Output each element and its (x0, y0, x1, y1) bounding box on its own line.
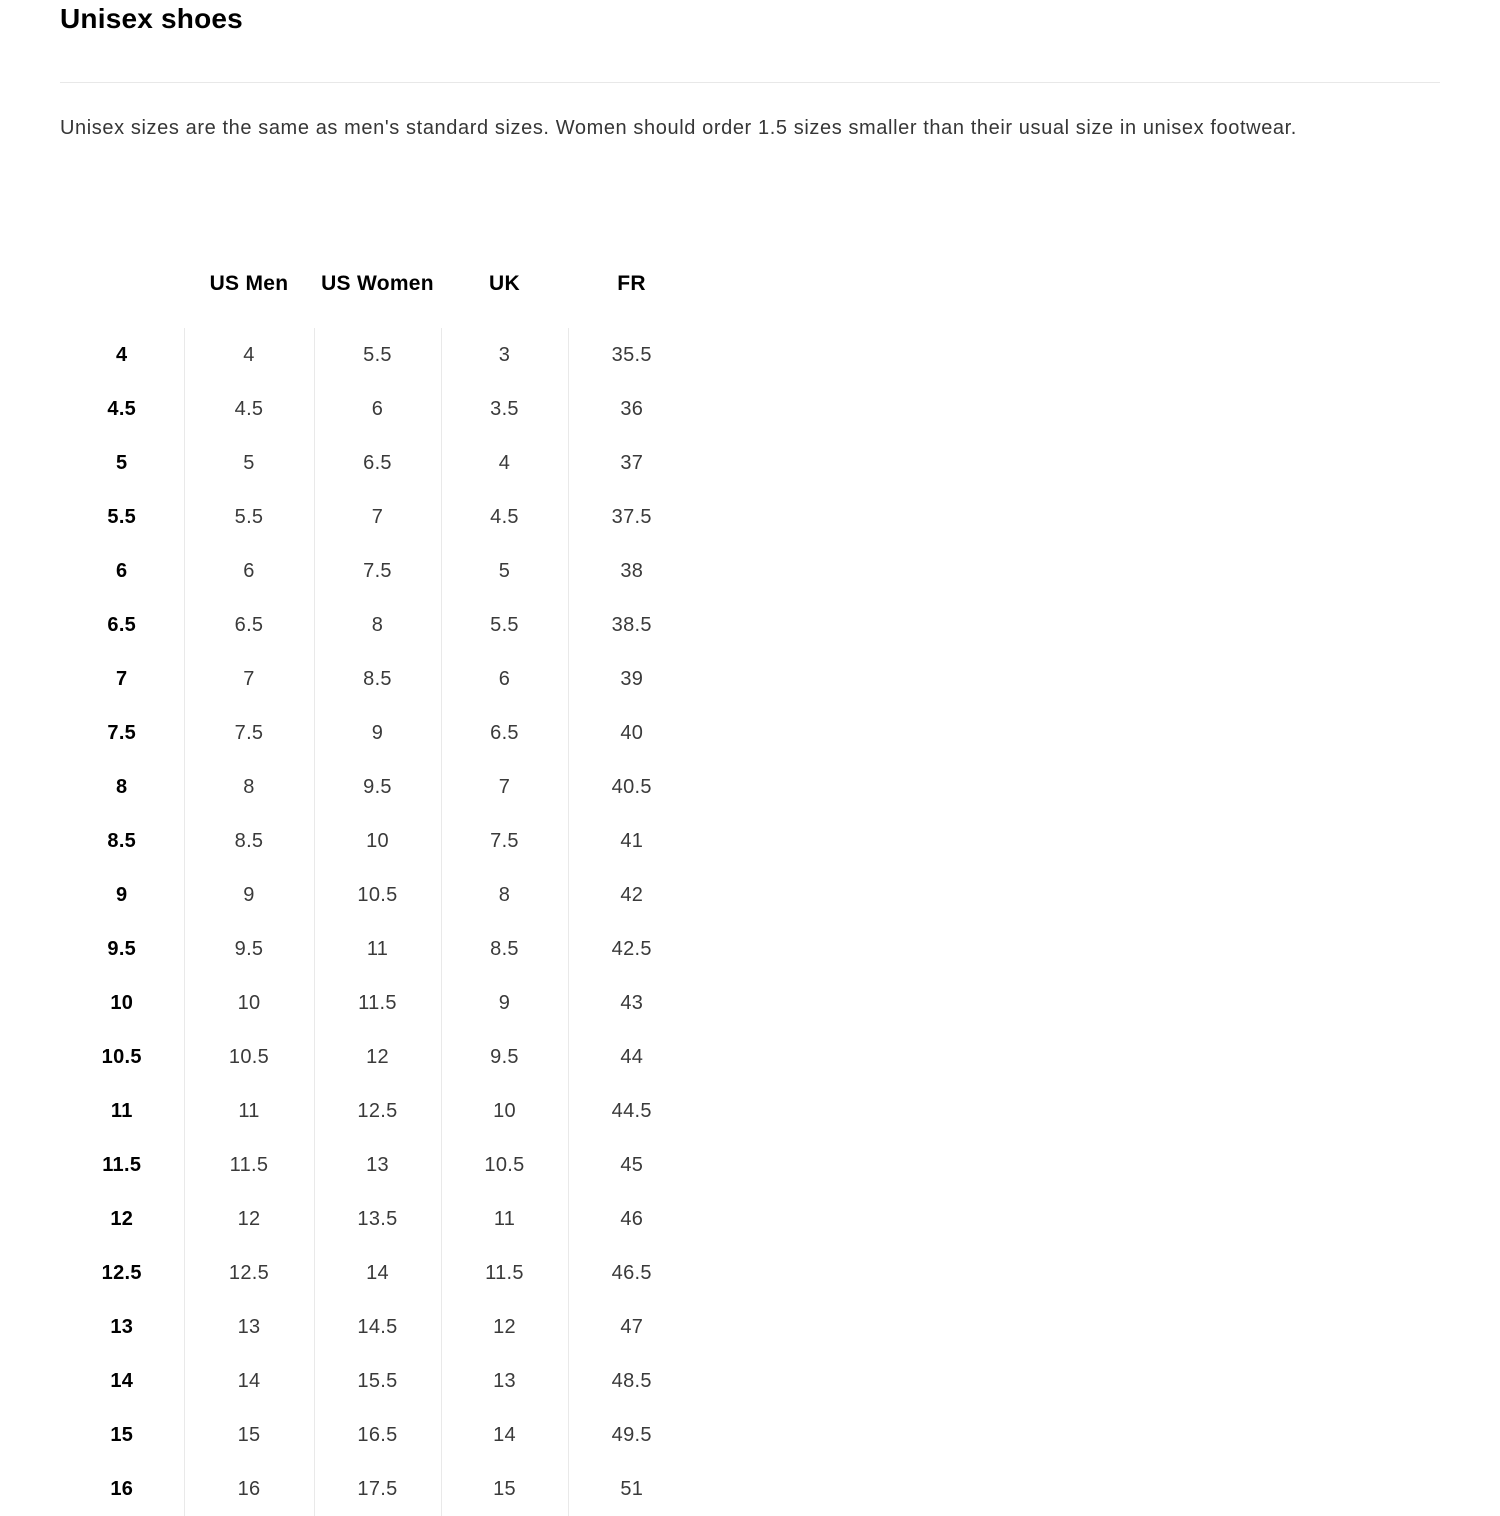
size-cell: 7 (441, 760, 568, 814)
table-row (60, 1138, 695, 1192)
row-size-label: 13 (110, 1315, 134, 1338)
size-cell: 7 (184, 652, 314, 706)
size-cell: 13 (184, 1300, 314, 1354)
size-cell: 11.5 (314, 976, 441, 1030)
size-cell: 13 (314, 1138, 441, 1192)
size-cell: 48.5 (568, 1354, 695, 1408)
size-cell: 10.5 (184, 1030, 314, 1084)
size-cell: 9 (441, 976, 568, 1030)
size-cell: 11.5 (441, 1246, 568, 1300)
row-size-label: 15 (110, 1423, 134, 1446)
size-cell: 6.5 (314, 436, 441, 490)
page-title: Unisex shoes (60, 3, 243, 34)
row-size-label: 12 (110, 1207, 134, 1230)
size-cell: 6 (441, 652, 568, 706)
size-cell: 36 (568, 382, 695, 436)
size-cell: 6 (184, 544, 314, 598)
column-header-fr: FR (617, 272, 646, 295)
size-cell: 9.5 (314, 760, 441, 814)
row-size-label: 16 (110, 1477, 134, 1500)
table-row (60, 976, 695, 1030)
size-cell: 41 (568, 814, 695, 868)
size-cell: 42.5 (568, 922, 695, 976)
size-cell: 51 (568, 1462, 695, 1516)
size-cell: 8 (184, 760, 314, 814)
size-cell: 14 (184, 1354, 314, 1408)
size-cell: 44 (568, 1030, 695, 1084)
size-cell: 15 (184, 1408, 314, 1462)
row-size-label: 7 (116, 667, 128, 690)
size-cell: 40 (568, 706, 695, 760)
size-cell: 10 (314, 814, 441, 868)
size-cell: 11 (314, 922, 441, 976)
row-size-label: 8.5 (107, 829, 137, 852)
size-cell: 13 (441, 1354, 568, 1408)
row-size-label: 7.5 (107, 721, 137, 744)
size-cell: 12 (184, 1192, 314, 1246)
size-cell: 44.5 (568, 1084, 695, 1138)
table-row (60, 1300, 695, 1354)
size-cell: 7.5 (441, 814, 568, 868)
row-size-label: 8 (116, 775, 128, 798)
size-cell: 12 (314, 1030, 441, 1084)
size-cell: 8.5 (184, 814, 314, 868)
table-row (60, 1084, 695, 1138)
table-row (60, 382, 695, 436)
size-cell: 8.5 (314, 652, 441, 706)
size-cell: 7 (314, 490, 441, 544)
table-row (60, 544, 695, 598)
size-cell: 9 (314, 706, 441, 760)
size-cell: 46 (568, 1192, 695, 1246)
size-cell: 7.5 (314, 544, 441, 598)
size-cell: 5 (441, 544, 568, 598)
size-cell: 46.5 (568, 1246, 695, 1300)
size-cell: 5.5 (184, 490, 314, 544)
table-row (60, 868, 695, 922)
row-size-label: 11.5 (102, 1153, 142, 1176)
size-guide-description: Unisex sizes are the same as men's standard sizes. Women should order 1.5 sizes smaller than their usual size in unisex footwear. (60, 117, 1297, 139)
size-cell: 39 (568, 652, 695, 706)
size-cell: 6.5 (441, 706, 568, 760)
corner-header-cell (60, 260, 184, 328)
size-table-body (60, 328, 695, 1516)
size-cell: 45 (568, 1138, 695, 1192)
size-cell: 3 (441, 328, 568, 382)
size-cell: 9 (184, 868, 314, 922)
size-cell: 15 (441, 1462, 568, 1516)
row-size-label: 9 (116, 883, 128, 906)
title-divider (60, 82, 1440, 83)
size-cell: 5.5 (314, 328, 441, 382)
row-size-label: 12.5 (101, 1261, 142, 1284)
size-cell: 8 (441, 868, 568, 922)
size-conversion-table (60, 260, 695, 1516)
size-cell: 10 (184, 976, 314, 1030)
row-size-label: 5 (116, 451, 128, 474)
column-header-uk: UK (489, 272, 520, 295)
size-cell: 49.5 (568, 1408, 695, 1462)
size-cell: 38.5 (568, 598, 695, 652)
table-row (60, 1030, 695, 1084)
size-cell: 11 (184, 1084, 314, 1138)
size-cell: 12.5 (314, 1084, 441, 1138)
table-row (60, 490, 695, 544)
size-cell: 14.5 (314, 1300, 441, 1354)
size-cell: 11 (441, 1192, 568, 1246)
size-cell: 9.5 (184, 922, 314, 976)
table-row (60, 1354, 695, 1408)
table-row (60, 1192, 695, 1246)
size-cell: 17.5 (314, 1462, 441, 1516)
row-size-label: 10.5 (101, 1045, 142, 1068)
column-header-us-women: US Women (321, 272, 434, 295)
size-cell: 14 (314, 1246, 441, 1300)
size-cell: 9.5 (441, 1030, 568, 1084)
row-size-label: 11 (110, 1099, 133, 1122)
table-row (60, 706, 695, 760)
size-cell: 8 (314, 598, 441, 652)
table-row (60, 328, 695, 382)
size-cell: 5 (184, 436, 314, 490)
table-row (60, 760, 695, 814)
size-cell: 43 (568, 976, 695, 1030)
size-cell: 12 (441, 1300, 568, 1354)
size-cell: 4.5 (441, 490, 568, 544)
table-row (60, 922, 695, 976)
size-cell: 3.5 (441, 382, 568, 436)
size-cell: 10 (441, 1084, 568, 1138)
size-cell: 10.5 (314, 868, 441, 922)
size-cell: 40.5 (568, 760, 695, 814)
size-cell: 4.5 (184, 382, 314, 436)
row-size-label: 10 (110, 991, 134, 1014)
table-row (60, 814, 695, 868)
size-cell: 14 (441, 1408, 568, 1462)
size-cell: 42 (568, 868, 695, 922)
table-row (60, 652, 695, 706)
table-row (60, 1462, 695, 1516)
size-cell: 35.5 (568, 328, 695, 382)
table-row (60, 598, 695, 652)
size-cell: 37.5 (568, 490, 695, 544)
size-cell: 11.5 (184, 1138, 314, 1192)
size-cell: 13.5 (314, 1192, 441, 1246)
size-cell: 7.5 (184, 706, 314, 760)
size-cell: 15.5 (314, 1354, 441, 1408)
size-cell: 47 (568, 1300, 695, 1354)
size-cell: 6 (314, 382, 441, 436)
size-cell: 4 (441, 436, 568, 490)
size-cell: 10.5 (441, 1138, 568, 1192)
row-size-label: 4.5 (107, 397, 137, 420)
column-header-us-men: US Men (209, 272, 289, 295)
size-cell: 38 (568, 544, 695, 598)
row-size-label: 14 (110, 1369, 134, 1392)
row-size-label: 4 (116, 343, 128, 366)
table-row (60, 1408, 695, 1462)
table-row (60, 1246, 695, 1300)
size-cell: 6.5 (184, 598, 314, 652)
size-cell: 8.5 (441, 922, 568, 976)
size-cell: 4 (184, 328, 314, 382)
row-size-label: 6 (116, 559, 128, 582)
table-header-row (60, 260, 695, 328)
size-cell: 5.5 (441, 598, 568, 652)
size-cell: 16 (184, 1462, 314, 1516)
row-size-label: 9.5 (107, 937, 137, 960)
size-cell: 12.5 (184, 1246, 314, 1300)
table-row (60, 436, 695, 490)
row-size-label: 6.5 (107, 613, 137, 636)
row-size-label: 5.5 (107, 505, 137, 528)
size-cell: 37 (568, 436, 695, 490)
size-cell: 16.5 (314, 1408, 441, 1462)
